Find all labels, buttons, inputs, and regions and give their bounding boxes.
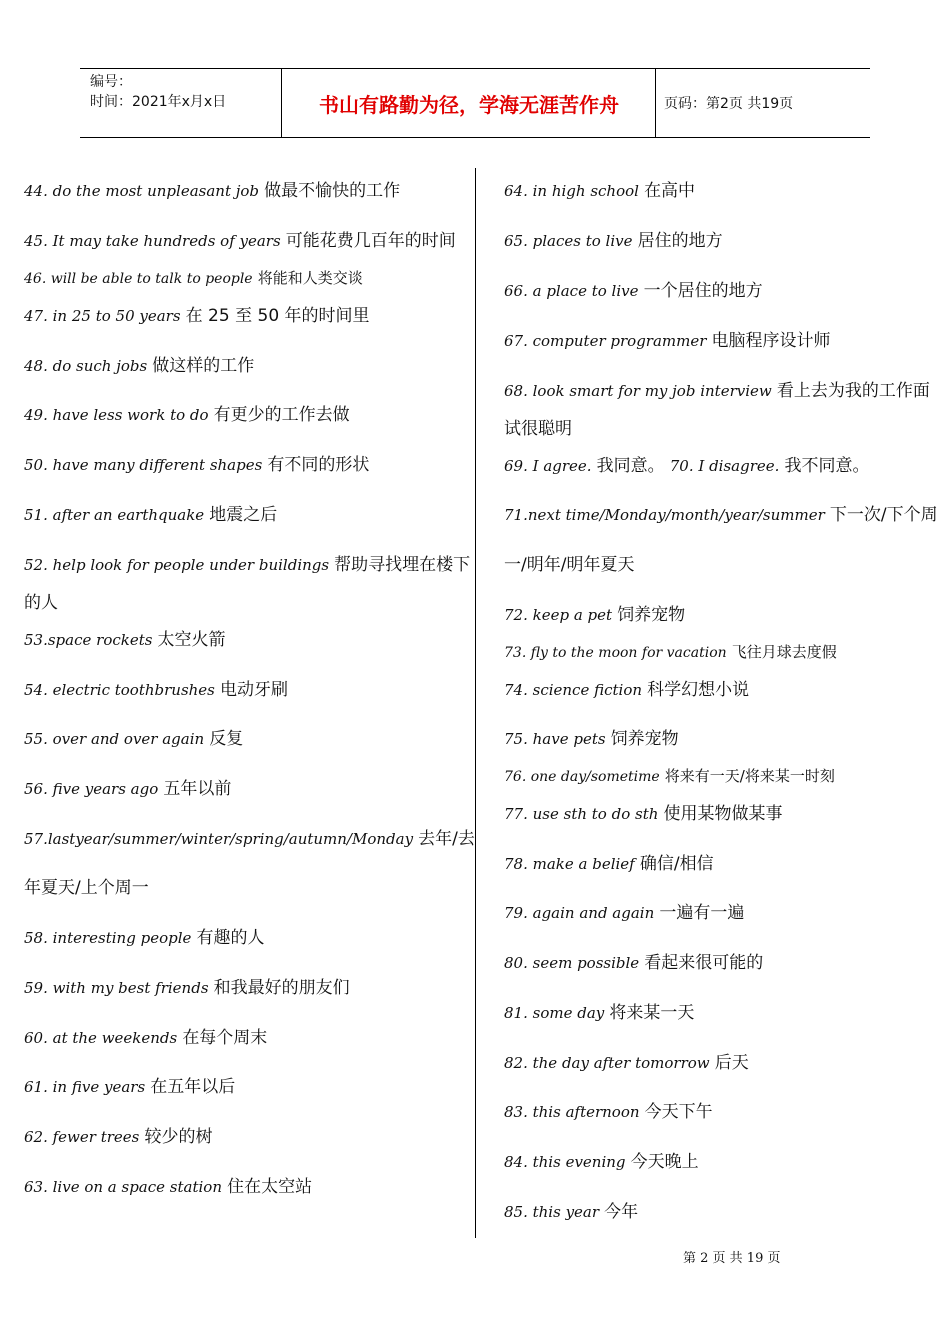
entry-chinese: 科学幻想小说 [647,680,750,700]
entry-english: 80. seem possible [504,954,640,972]
entry-english: 75. have pets [504,730,606,748]
header-motto: 书山有路勤为径，学海无涯苦作舟 [319,92,619,117]
entry-chinese: 做最不愉快的工作 [264,181,401,201]
entry-chinese: 将来有一天/将来某一时刻 [664,767,835,785]
entry-84 [504,1152,699,1172]
entry-60 [24,1028,267,1048]
entry-english: 82. the day after tomorrow [504,1054,710,1072]
entry-english: 73. fly to the moon for vacation [504,645,727,661]
entry-english: 79. again and again [504,904,655,922]
entry-71 [504,505,938,525]
entry-chinese: 饲养宠物 [617,605,686,625]
entry-57-continuation: 年夏天/上个周一 [24,878,149,898]
entry-79 [504,903,744,923]
header-divider-right [655,69,656,137]
entry-english: 56. five years ago [24,780,159,798]
entry-chinese: 有更少的工作去做 [213,405,350,425]
entry-chinese: 在高中 [644,181,696,201]
entry-english-2: 70. I disagree. [669,457,780,475]
entry-english: 83. this afternoon [504,1103,640,1121]
entry-english: 47. in 25 to 50 years [24,307,181,325]
entry-67 [504,331,831,351]
entry-chinese: 太空火箭 [157,630,226,650]
entry-chinese: 确信/相信 [639,854,714,874]
entry-73 [504,642,837,663]
page-footer: 第 2 页 共 19 页 [683,1251,781,1266]
entry-44 [24,181,400,201]
entry-52 [24,555,470,575]
entry-english: 44. do the most unpleasant job [24,182,260,200]
entry-chinese: 住在太空站 [227,1177,313,1197]
entry-chinese: 使用某物做某事 [663,804,783,824]
entry-english: 62. fewer trees [24,1128,140,1146]
time-label: 时间：2021年x月x日 [90,94,227,110]
entry-50 [24,455,369,475]
entry-chinese: 在 25 至 50 年的时间里 [185,306,370,326]
header-page-info: 页码：第2页 共19页 [664,96,794,112]
entry-47 [24,306,370,326]
entry-chinese: 和我最好的朋友们 [213,978,350,998]
entry-chinese: 有不同的形状 [267,455,370,475]
entry-chinese: 地震之后 [209,505,278,525]
entry-english: 45. It may take hundreds of years [24,232,281,250]
entry-english: 54. electric toothbrushes [24,681,215,699]
entry-69-70 [504,456,870,476]
entry-81 [504,1003,694,1023]
entry-chinese: 一个居住的地方 [643,281,763,301]
entry-chinese: 五年以前 [163,779,232,799]
entry-chinese: 将来某一天 [609,1003,695,1023]
entry-62 [24,1127,212,1147]
entry-82 [504,1053,749,1073]
entry-71-continuation: 一/明年/明年夏天 [504,555,635,575]
entry-65 [504,231,723,251]
entry-75 [504,729,679,749]
entry-85 [504,1202,638,1222]
entry-66 [504,281,763,301]
entry-chinese: 饲养宠物 [610,729,679,749]
entry-english: 65. places to live [504,232,633,250]
entry-english: 48. do such jobs [24,357,148,375]
entry-56 [24,779,231,799]
entry-english: 49. have less work to do [24,406,209,424]
entry-51 [24,505,277,525]
entry-chinese: 看上去为我的工作面 [776,381,930,401]
entry-68-continuation: 试很聪明 [504,419,572,439]
entry-chinese: 今天晚上 [630,1152,699,1172]
entry-64 [504,181,695,201]
entry-61 [24,1077,235,1097]
entry-english: 77. use sth to do sth [504,805,659,823]
entry-58 [24,928,264,948]
entry-english: 66. a place to live [504,282,639,300]
number-label: 编号： [90,74,132,90]
entry-78 [504,854,714,874]
entry-english: 84. this evening [504,1153,626,1171]
entry-57 [24,829,475,849]
entry-english: 58. interesting people [24,929,192,947]
entry-chinese: 在五年以后 [150,1077,236,1097]
entry-english: 81. some day [504,1004,605,1022]
entry-chinese: 电脑程序设计师 [711,331,831,351]
entry-chinese: 电动牙刷 [219,680,288,700]
entry-chinese: 做这样的工作 [152,356,255,376]
entry-english: 61. in five years [24,1078,146,1096]
entry-chinese: 帮助寻找埋在楼下 [334,555,471,575]
entry-72 [504,605,685,625]
column-divider [475,168,476,1238]
entry-english: 57.lastyear/summer/winter/spring/autumn/Monday [24,830,414,848]
header-meta [90,72,226,112]
entry-46 [24,268,363,289]
document-header [80,68,870,138]
entry-english: 63. live on a space station [24,1178,222,1196]
entry-english: 78. make a belief [504,855,635,873]
entry-77 [504,804,783,824]
entry-80 [504,953,763,973]
entry-83 [504,1102,713,1122]
entry-49 [24,405,350,425]
entry-english: 46. will be able to talk to people [24,271,253,287]
entry-english: 85. this year [504,1203,600,1221]
entry-52-continuation: 的人 [24,593,58,613]
entry-english: 67. computer programmer [504,332,707,350]
entry-63 [24,1177,312,1197]
entry-74 [504,680,749,700]
entry-english: 60. at the weekends [24,1029,178,1047]
entry-68 [504,381,930,401]
entry-chinese: 一遍有一遍 [659,903,745,923]
entry-english: 74. science fiction [504,681,643,699]
entry-chinese: 看起来很可能的 [644,953,764,973]
entry-chinese: 较少的树 [144,1127,213,1147]
entry-45 [24,231,456,251]
entry-english: 76. one day/sometime [504,769,660,785]
entry-english: 69. I agree. [504,457,592,475]
entry-53 [24,630,226,650]
entry-chinese: 去年/去 [418,829,475,849]
entry-english: 72. keep a pet [504,606,613,624]
entry-chinese: 在每个周末 [182,1028,268,1048]
entry-chinese: 可能花费几百年的时间 [285,231,456,251]
entry-chinese: 飞往月球去度假 [731,643,837,661]
entry-english: 53.space rockets [24,631,153,649]
entry-55 [24,729,243,749]
entry-chinese: 居住的地方 [637,231,723,251]
entry-chinese: 有趣的人 [196,928,265,948]
entry-english: 59. with my best friends [24,979,209,997]
entry-chinese: 下一次/下个周 [829,505,938,525]
entry-chinese-2: 我不同意。 [784,456,870,476]
entry-chinese: 今年 [604,1202,639,1222]
entry-48 [24,356,254,376]
entry-chinese: 今天下午 [644,1102,713,1122]
entry-english: 68. look smart for my job interview [504,382,772,400]
entry-chinese: 后天 [714,1053,749,1073]
entry-english: 51. after an earthquake [24,506,205,524]
entry-chinese: 将能和人类交谈 [257,269,363,287]
entry-chinese: 反复 [209,729,244,749]
entry-english: 71.next time/Monday/month/year/summer [504,506,825,524]
entry-english: 50. have many different shapes [24,456,263,474]
entry-english: 64. in high school [504,182,639,200]
entry-english: 55. over and over again [24,730,205,748]
entry-59 [24,978,350,998]
entry-76 [504,766,835,787]
entry-54 [24,680,288,700]
entry-chinese: 我同意。 [596,456,665,476]
entry-english: 52. help look for people under buildings [24,556,330,574]
